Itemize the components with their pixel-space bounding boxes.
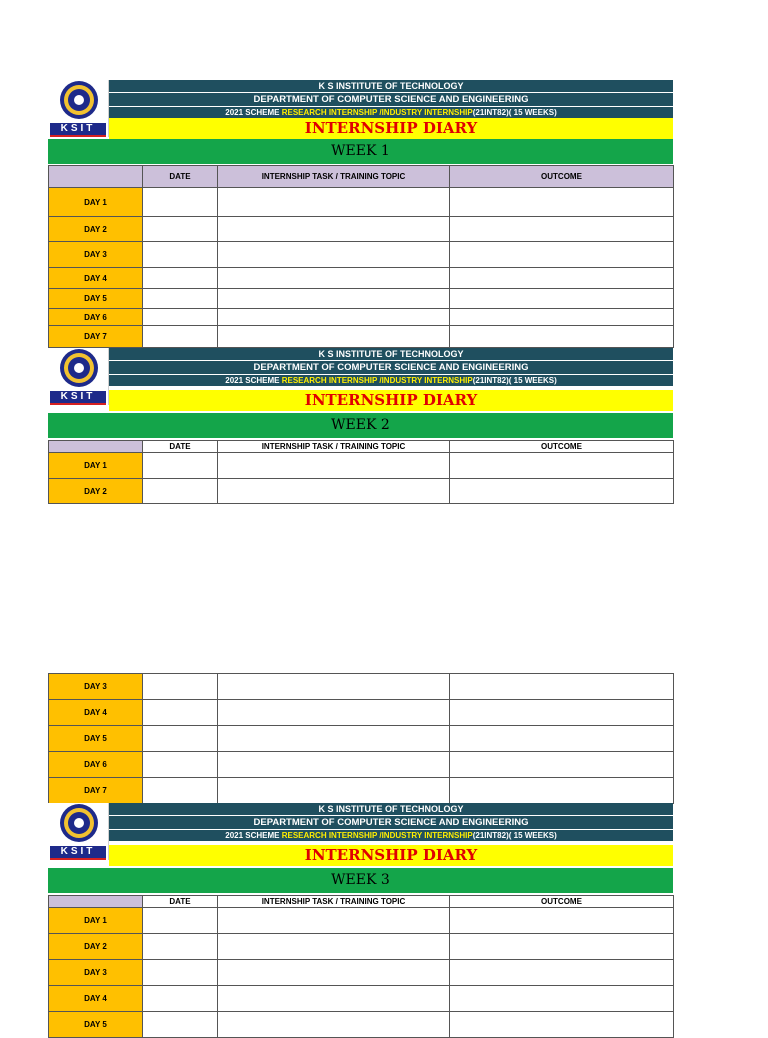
- table-row: [49, 453, 674, 479]
- day-label: DAY 1: [49, 188, 143, 217]
- diary-title: INTERNSHIP DIARY: [109, 118, 673, 139]
- day-label: DAY 6: [49, 752, 143, 778]
- table-row: [49, 188, 674, 217]
- task-cell[interactable]: [218, 289, 450, 309]
- date-cell[interactable]: [143, 479, 218, 504]
- outcome-cell[interactable]: [450, 188, 674, 217]
- task-cell[interactable]: [218, 326, 450, 348]
- task-cell[interactable]: [218, 674, 450, 700]
- diary-title: INTERNSHIP DIARY: [109, 390, 673, 411]
- date-cell[interactable]: [143, 326, 218, 348]
- column-header-row: [49, 166, 674, 188]
- day-column-header: [49, 441, 143, 453]
- outcome-column-header: OUTCOME: [450, 896, 674, 908]
- table-row: [49, 674, 674, 700]
- task-cell[interactable]: [218, 1012, 450, 1038]
- table-row: [49, 726, 674, 752]
- scheme-line: 2021 SCHEME RESEARCH INTERNSHIP /INDUSTRY INTERNSHIP(21INT82)( 15 WEEKS): [109, 107, 673, 118]
- date-cell[interactable]: [143, 453, 218, 479]
- day-label: DAY 3: [49, 960, 143, 986]
- ksit-seal-icon: [52, 803, 106, 843]
- scheme-line: 2021 SCHEME RESEARCH INTERNSHIP /INDUSTRY INTERNSHIP(21INT82)( 15 WEEKS): [109, 830, 673, 841]
- date-column-header: DATE: [143, 896, 218, 908]
- week-label: WEEK 2: [48, 413, 673, 438]
- date-cell[interactable]: [143, 752, 218, 778]
- day-column-header: [49, 896, 143, 908]
- task-cell[interactable]: [218, 453, 450, 479]
- outcome-cell[interactable]: [450, 268, 674, 289]
- week-label: WEEK 3: [48, 868, 673, 893]
- column-header-row: [49, 896, 674, 908]
- table-row: [49, 1012, 674, 1038]
- outcome-cell[interactable]: [450, 217, 674, 242]
- diary-title: INTERNSHIP DIARY: [109, 845, 673, 866]
- day-label: DAY 1: [49, 453, 143, 479]
- day-label: DAY 3: [49, 242, 143, 268]
- table-row: [49, 752, 674, 778]
- column-header-row: [49, 441, 674, 453]
- task-column-header: INTERNSHIP TASK / TRAINING TOPIC: [218, 166, 450, 188]
- ksit-logo-text: KSIT: [50, 391, 106, 405]
- outcome-cell[interactable]: [450, 453, 674, 479]
- outcome-column-header: OUTCOME: [450, 441, 674, 453]
- week-label: WEEK 1: [48, 139, 673, 164]
- date-cell[interactable]: [143, 217, 218, 242]
- table-row: [49, 986, 674, 1012]
- ksit-logo-text: KSIT: [50, 846, 106, 860]
- task-cell[interactable]: [218, 217, 450, 242]
- table-row: [49, 242, 674, 268]
- diary-header: [48, 348, 673, 440]
- date-cell[interactable]: [143, 700, 218, 726]
- ksit-seal-icon: [52, 80, 106, 120]
- day-label: DAY 4: [49, 700, 143, 726]
- table-row: [49, 289, 674, 309]
- date-cell[interactable]: [143, 268, 218, 289]
- diary-table: [48, 895, 674, 1038]
- department-name: DEPARTMENT OF COMPUTER SCIENCE AND ENGINEERING: [109, 93, 673, 106]
- date-cell[interactable]: [143, 908, 218, 934]
- task-cell[interactable]: [218, 986, 450, 1012]
- day-label: DAY 2: [49, 934, 143, 960]
- table-row: [49, 908, 674, 934]
- scheme-line: 2021 SCHEME RESEARCH INTERNSHIP /INDUSTRY INTERNSHIP(21INT82)( 15 WEEKS): [109, 375, 673, 386]
- date-cell[interactable]: [143, 960, 218, 986]
- day-label: DAY 5: [49, 726, 143, 752]
- institute-logo: [48, 80, 109, 137]
- task-cell[interactable]: [218, 188, 450, 217]
- diary-table: [48, 440, 674, 504]
- department-name: DEPARTMENT OF COMPUTER SCIENCE AND ENGINEERING: [109, 361, 673, 374]
- table-row: [49, 268, 674, 289]
- date-cell[interactable]: [143, 289, 218, 309]
- date-cell[interactable]: [143, 726, 218, 752]
- date-cell[interactable]: [143, 778, 218, 804]
- task-cell[interactable]: [218, 479, 450, 504]
- day-label: DAY 7: [49, 778, 143, 804]
- task-column-header: INTERNSHIP TASK / TRAINING TOPIC: [218, 441, 450, 453]
- institute-name: K S INSTITUTE OF TECHNOLOGY: [109, 348, 673, 360]
- outcome-cell[interactable]: [450, 752, 674, 778]
- day-label: DAY 1: [49, 908, 143, 934]
- week-2-continued-section: [48, 673, 673, 804]
- diary-table: [48, 673, 674, 804]
- task-cell[interactable]: [218, 960, 450, 986]
- outcome-cell[interactable]: [450, 700, 674, 726]
- table-row: [49, 479, 674, 504]
- outcome-cell[interactable]: [450, 479, 674, 504]
- outcome-cell[interactable]: [450, 326, 674, 348]
- diary-header: [48, 803, 673, 895]
- diary-table: [48, 165, 674, 348]
- day-label: DAY 4: [49, 268, 143, 289]
- day-label: DAY 2: [49, 479, 143, 504]
- date-cell[interactable]: [143, 188, 218, 217]
- date-cell[interactable]: [143, 934, 218, 960]
- outcome-cell[interactable]: [450, 960, 674, 986]
- ksit-seal-icon: [52, 348, 106, 388]
- outcome-cell[interactable]: [450, 908, 674, 934]
- day-column-header: [49, 166, 143, 188]
- task-cell[interactable]: [218, 778, 450, 804]
- outcome-cell[interactable]: [450, 242, 674, 268]
- outcome-cell[interactable]: [450, 309, 674, 326]
- table-row: [49, 778, 674, 804]
- outcome-cell[interactable]: [450, 1012, 674, 1038]
- table-row: [49, 934, 674, 960]
- date-cell[interactable]: [143, 674, 218, 700]
- task-cell[interactable]: [218, 752, 450, 778]
- institute-name: K S INSTITUTE OF TECHNOLOGY: [109, 80, 673, 92]
- task-cell[interactable]: [218, 908, 450, 934]
- date-column-header: DATE: [143, 441, 218, 453]
- outcome-cell[interactable]: [450, 986, 674, 1012]
- diary-header: [48, 80, 673, 165]
- date-cell[interactable]: [143, 986, 218, 1012]
- outcome-column-header: OUTCOME: [450, 166, 674, 188]
- date-cell[interactable]: [143, 309, 218, 326]
- table-row: [49, 217, 674, 242]
- table-row: [49, 700, 674, 726]
- outcome-cell[interactable]: [450, 289, 674, 309]
- table-row: [49, 326, 674, 348]
- day-label: DAY 6: [49, 309, 143, 326]
- outcome-cell[interactable]: [450, 934, 674, 960]
- day-label: DAY 4: [49, 986, 143, 1012]
- day-label: DAY 2: [49, 217, 143, 242]
- date-cell[interactable]: [143, 242, 218, 268]
- institute-logo: [48, 803, 109, 860]
- task-cell[interactable]: [218, 309, 450, 326]
- outcome-cell[interactable]: [450, 778, 674, 804]
- outcome-cell[interactable]: [450, 674, 674, 700]
- day-label: DAY 3: [49, 674, 143, 700]
- day-label: DAY 5: [49, 1012, 143, 1038]
- task-cell[interactable]: [218, 726, 450, 752]
- day-label: DAY 5: [49, 289, 143, 309]
- department-name: DEPARTMENT OF COMPUTER SCIENCE AND ENGINEERING: [109, 816, 673, 829]
- table-row: [49, 309, 674, 326]
- task-column-header: INTERNSHIP TASK / TRAINING TOPIC: [218, 896, 450, 908]
- task-cell[interactable]: [218, 934, 450, 960]
- table-row: [49, 960, 674, 986]
- ksit-logo-text: KSIT: [50, 123, 106, 137]
- date-column-header: DATE: [143, 166, 218, 188]
- date-cell[interactable]: [143, 1012, 218, 1038]
- week-2-section: [48, 348, 673, 504]
- task-cell[interactable]: [218, 700, 450, 726]
- institute-name: K S INSTITUTE OF TECHNOLOGY: [109, 803, 673, 815]
- outcome-cell[interactable]: [450, 726, 674, 752]
- day-label: DAY 7: [49, 326, 143, 348]
- task-cell[interactable]: [218, 268, 450, 289]
- task-cell[interactable]: [218, 242, 450, 268]
- week-1-section: [48, 80, 673, 348]
- institute-logo: [48, 348, 109, 405]
- week-3-section: [48, 803, 673, 1038]
